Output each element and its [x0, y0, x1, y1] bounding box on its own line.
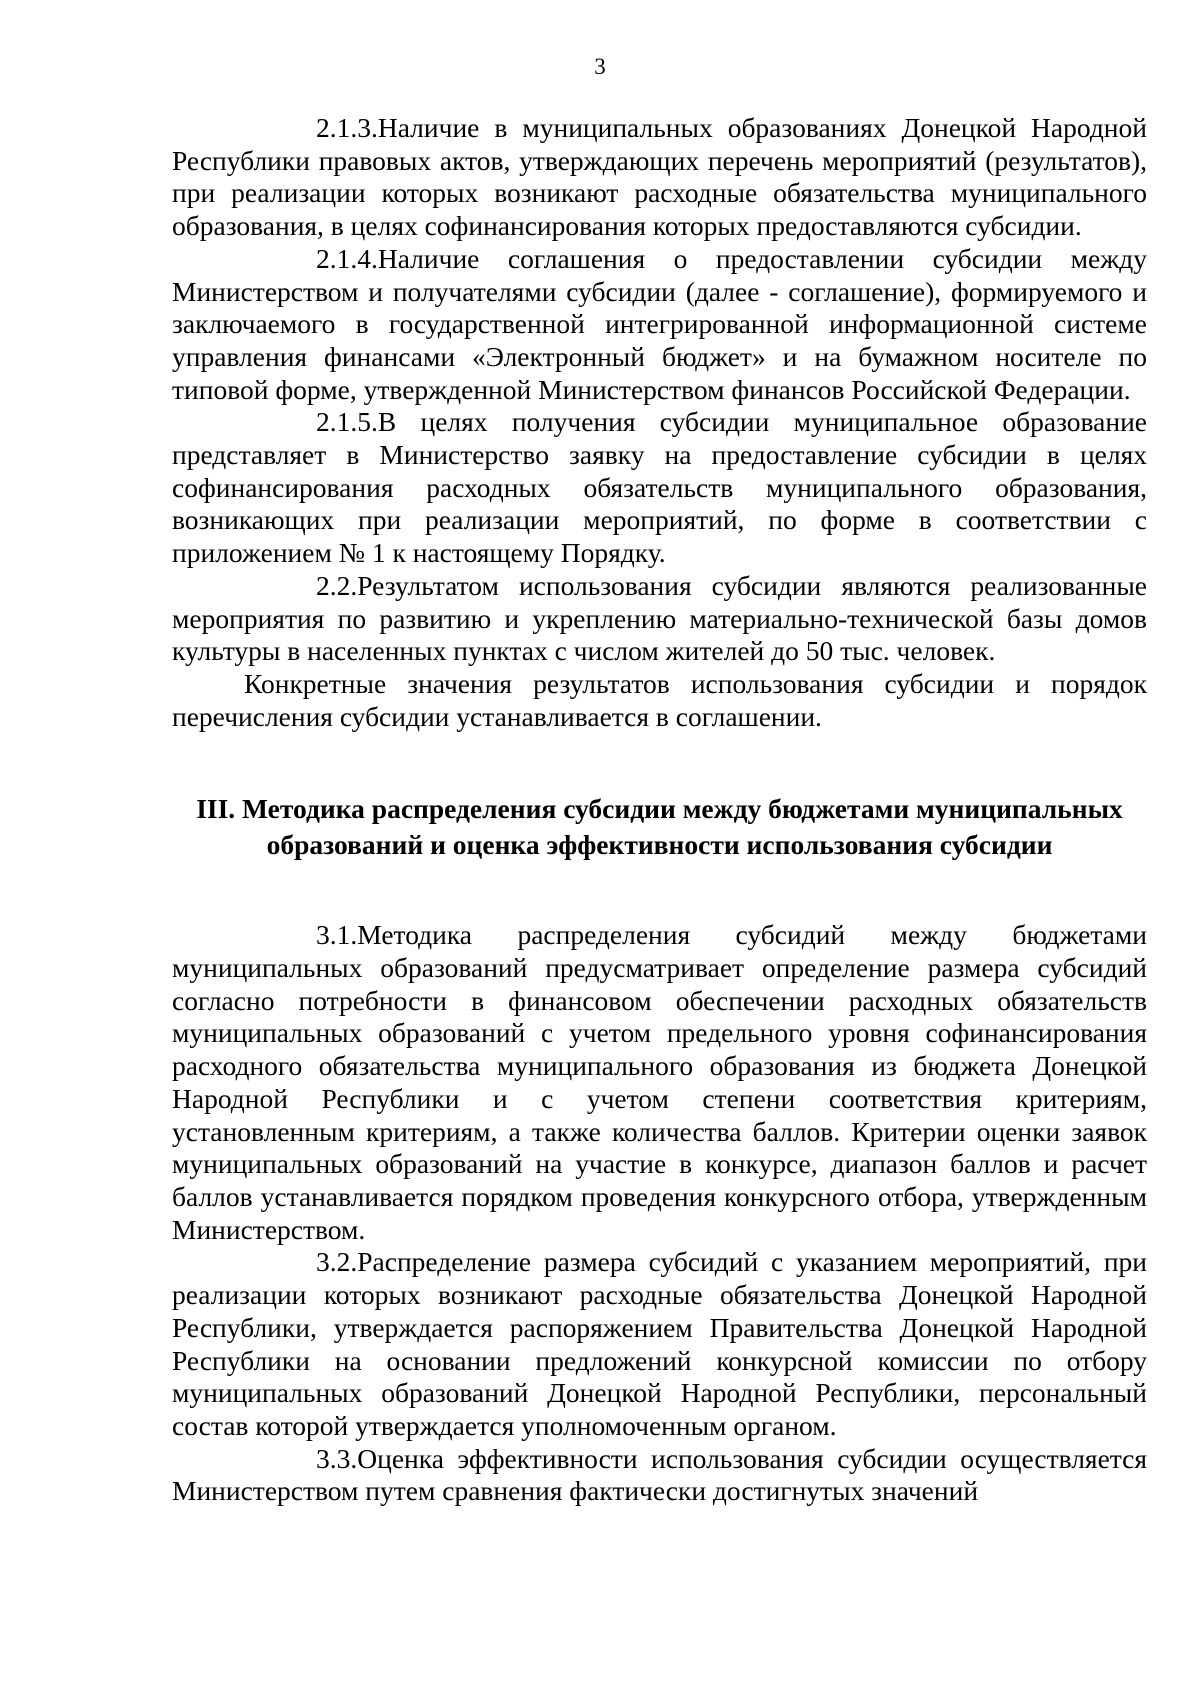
document-body	[172, 112, 1147, 1508]
paragraph-2-1-5	[172, 406, 1147, 570]
paragraph-number: 3.1.	[316, 919, 358, 951]
paragraph-2-1-4	[172, 243, 1147, 407]
section-heading-line-2: образований и оценка эффективности использования субсидии	[266, 829, 1053, 861]
paragraph-text: Результатом использования субсидии являются реализованные мероприятия по развитию и укреплению материально-технической базы домов культуры в населенных пунктах с числом жителей до 50 тыс. человек.	[172, 569, 1147, 667]
paragraph-3-2	[172, 1246, 1147, 1442]
paragraph-number: 2.2.	[316, 569, 358, 601]
paragraph-results-values	[172, 668, 1147, 733]
section-heading-line-1: III. Методика распределения субсидии между бюджетами муниципальных	[196, 793, 1123, 825]
paragraph-number: 2.1.4.	[316, 242, 378, 274]
paragraph-text: Конкретные значения результатов использования субсидии и порядок перечисления субсидии устанавливается в соглашении.	[172, 667, 1147, 732]
paragraph-2-2	[172, 570, 1147, 668]
paragraph-number: 2.1.5.	[316, 406, 378, 438]
paragraph-number: 3.2.	[316, 1246, 358, 1278]
paragraph-number: 2.1.3.	[316, 112, 378, 143]
paragraph-text: В целях получения субсидии муниципальное образование представляет в Министерство заявку на предоставление субсидии в целях софинансирования расходных обязательств муниципального образования, возникающих при реализации мероприятий, по форме в соответствии с приложением № 1 к настоящему Порядку.	[172, 406, 1147, 569]
paragraph-3-3	[172, 1443, 1147, 1508]
paragraph-text: Оценка эффективности использования субсидии осуществляется Министерством путем сравнения фактически достигнутых значений	[172, 1442, 1147, 1507]
paragraph-3-1	[172, 919, 1147, 1246]
paragraph-number: 3.3.	[316, 1442, 358, 1474]
paragraph-text: Наличие соглашения о предоставлении субсидии между Министерством и получателями субсидии (далее - соглашение), формируемого и заключаемого в государственной интегрированной информационной системе управления финансами «Электронный бюджет» и на бумажном носителе по типовой форме, утвержденной Министерством финансов Российской Федерации.	[172, 242, 1147, 405]
paragraph-text: Методика распределения субсидий между бюджетами муниципальных образований предусматривает определение размера субсидий согласно потребности в финансовом обеспечении расходных обязательств муниципальных образований с учетом предельного уровня софинансирования расходного обязательства муниципального образования из бюджета Донецкой Народной Республики и с учетом степени соответствия критериям, установленным критериям, а также количества баллов. Критерии оценки заявок муниципальных образований на участие в конкурсе, диапазон баллов и расчет баллов устанавливается порядком проведения конкурсного отбора, утвержденным Министерством.	[172, 919, 1147, 1245]
paragraph-text: Наличие в муниципальных образованиях Донецкой Народной Республики правовых актов, утверждающих перечень мероприятий (результатов), при реализации которых возникают расходные обязательства муниципального образования, в целях софинансирования которых предоставляются субсидии.	[172, 112, 1147, 242]
page-number: 3	[594, 54, 606, 79]
section-heading	[172, 791, 1147, 863]
paragraph-text: Распределение размера субсидий с указанием мероприятий, при реализации которых возникают расходные обязательства Донецкой Народной Республики, утверждается распоряжением Правительства Донецкой Народной Республики на основании предложений конкурсной комиссии по отбору муниципальных образований Донецкой Народной Республики, персональный состав которой утверждается уполномоченным органом.	[172, 1246, 1147, 1441]
paragraph-2-1-3	[172, 112, 1147, 243]
